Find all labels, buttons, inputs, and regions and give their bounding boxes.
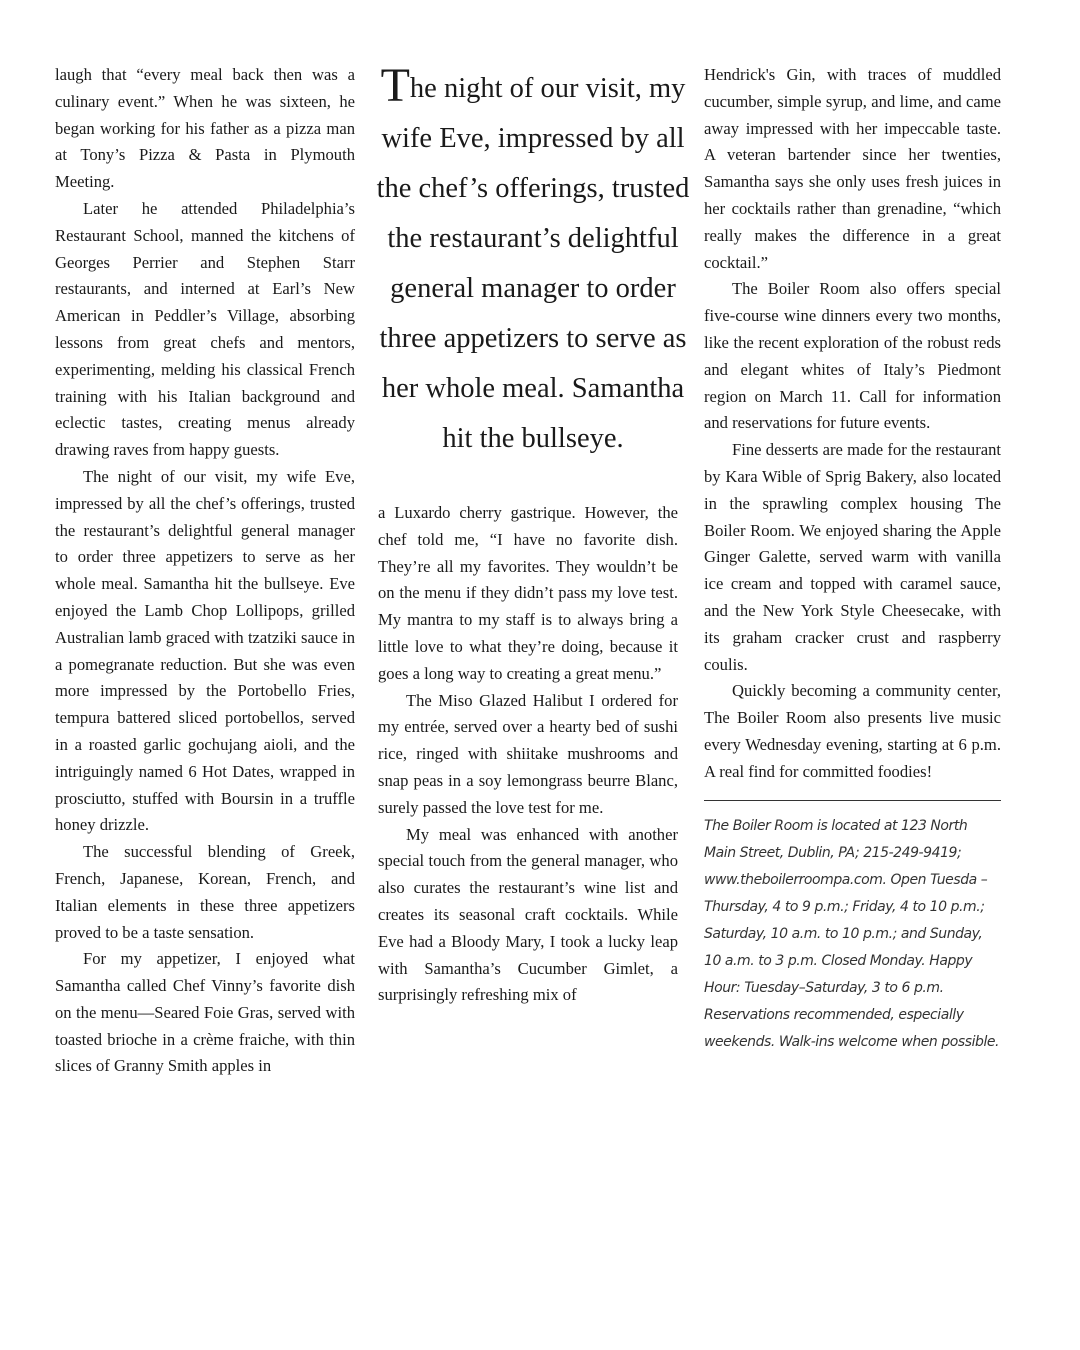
body-paragraph: Hendrick's Gin, with traces of muddled cucumber, simple syrup, and lime, and came away impressed with her impeccable taste. A veteran bartender since her twenties, Samantha says she only uses fresh juices in her cocktails rather than grenadine, “which really makes the difference in a great cocktail.”: [704, 65, 1001, 272]
body-paragraph: a Luxardo cherry gastrique. However, the chef told me, “I have no favorite dish. They’re all my favorites. They wouldn’t be on the menu if they didn’t pass my love test. My mantra to my staff is to always bring a little love to what they’re doing, because it goes a long way to creating a great menu.”: [378, 503, 678, 683]
pull-quote: [368, 59, 698, 464]
info-box: The Boiler Room is located at 123 North Main Street, Dublin, PA; 215-249-9419; www.theboilerroompa.com. Open Tuesda –Thursday, 4 to 9 p.m.; Friday, 4 to 10 p.m.; Saturday, 10 a.m. to 10 p.m.; and Sunday, 10 a.m. to 3 p.m. Closed Monday. Happy Hour: Tuesday–Saturday, 3 to 6 p.m. Reservations recommended, especially weekends. Walk-ins welcome when possible.: [704, 817, 1000, 1050]
pull-quote-initial: T: [380, 59, 410, 112]
left-column: [55, 62, 355, 1080]
body-paragraph: My meal was enhanced with another special touch from the general manager, who also curates the restaurant’s wine list and creates its seasonal craft cocktails. While Eve had a Bloody Mary, I took a lucky leap with Samantha’s Cucumber Gimlet, a surprisingly refreshing mix of: [378, 824, 678, 1005]
body-paragraph: Later he attended Philadelphia’s Restaurant School, manned the kitchens of Georges Perrier and Stephen Starr restaurants, and interned at Earl’s New American in Peddler’s Village, absorbing lessons from great chefs and mentors, experimenting, melding his classical French training with his Italian background and eclectic tastes, creating menus already drawing raves from happy guests.: [55, 198, 355, 460]
body-paragraph: The Miso Glazed Halibut I ordered for my entrée, served over a hearty bed of sushi rice, ringed with shiitake mushrooms and snap peas in a soy lemongrass beurre Blanc, surely passed the love test for me.: [378, 690, 678, 817]
pull-quote-text: he night of our visit, my wife Eve, impressed by all the chef’s offerings, trusted the restaurant’s delightful general manager to order three appetizers to serve as her whole meal. Samantha hit the bullseye.: [376, 73, 690, 454]
right-column: [704, 62, 1001, 1056]
body-paragraph: Fine desserts are made for the restaurant by Kara Wible of Sprig Bakery, also located in the sprawling complex housing The Boiler Room. We enjoyed sharing the Apple Ginger Galette, served warm with vanilla ice cream and topped with caramel sauce, and the New York Style Cheesecake, with its graham cracker crust and raspberry coulis.: [704, 440, 1001, 674]
body-paragraph: Quickly becoming a community center, The Boiler Room also presents live music every Wednesday evening, starting at 6 p.m. A real find for committed foodies!: [704, 681, 1001, 781]
middle-column: [376, 59, 690, 1009]
body-paragraph: For my appetizer, I enjoyed what Samantha called Chef Vinny’s favorite dish on the menu—Seared Foie Gras, served with toasted brioche in a crème fraiche, with thin slices of Granny Smith apples in: [55, 949, 355, 1076]
body-paragraph: The successful blending of Greek, French, Japanese, Korean, French, and Italian elements in these three appetizers proved to be a taste sensation.: [55, 842, 355, 942]
body-paragraph: The Boiler Room also offers special five-course wine dinners every two months, like the recent exploration of the robust reds and elegant whites of Italy’s Piedmont region on March 11. Call for information and reservations for future events.: [704, 279, 1001, 433]
info-divider: [704, 800, 1001, 801]
body-paragraph: laugh that “every meal back then was a culinary event.” When he was sixteen, he began working for his father as a pizza man at Tony’s Pizza & Pasta in Plymouth Meeting.: [55, 65, 355, 192]
body-paragraph: The night of our visit, my wife Eve, impressed by all the chef’s offerings, trusted the restaurant’s delightful general manager to order three appetizers to serve as her whole meal. Samantha hit the bullseye. Eve enjoyed the Lamb Chop Lollipops, grilled Australian lamb graced with tzatziki sauce in a pomegranate reduction. But she was even more impressed by the Portobello Fries, tempura battered sliced portobellos, served in a roasted garlic gochujang aioli, and the intriguingly named 6 Hot Dates, wrapped in prosciutto, stuffed with Boursin in a truffle honey drizzle.: [55, 466, 355, 835]
